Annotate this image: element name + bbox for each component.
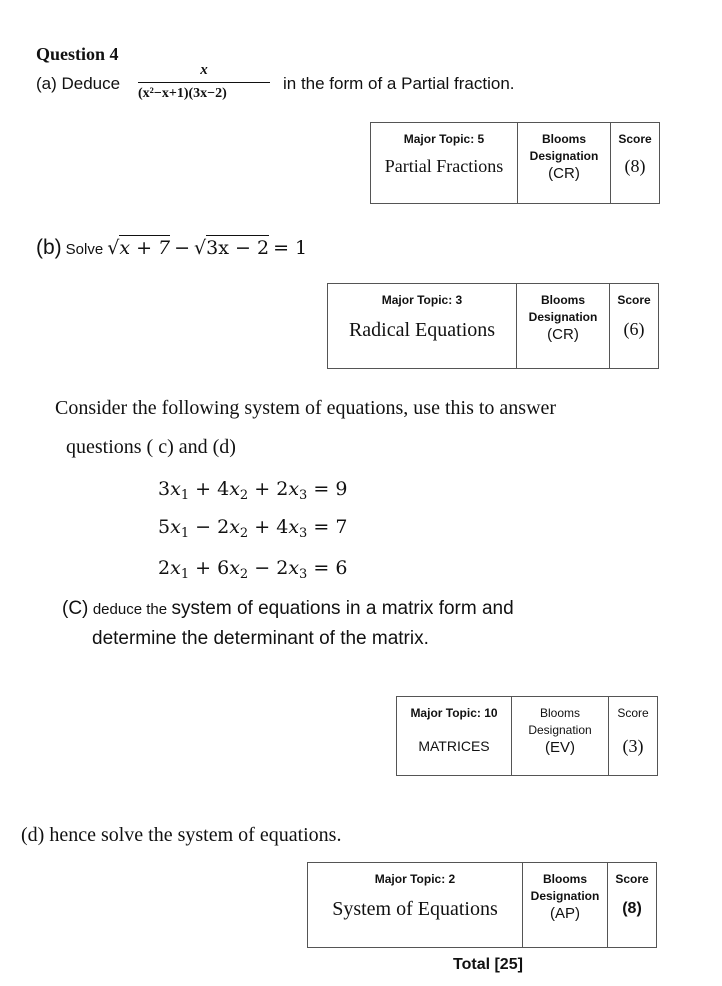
system-intro-line-2: questions ( c) and (d) — [66, 436, 236, 458]
fraction-bar — [138, 82, 270, 83]
topic-value: MATRICES — [418, 738, 490, 754]
part-b-rhs: = 1 — [273, 237, 308, 259]
part-a-fraction — [138, 62, 270, 102]
part-c-rest: system of equations in a matrix form and — [171, 598, 514, 619]
topic-header: Major Topic: 3 — [381, 293, 463, 307]
blooms-value: (AP) — [550, 905, 580, 922]
topic-header: Major Topic: 2 — [374, 872, 456, 886]
part-b-label: (b) — [36, 236, 62, 259]
system-intro-line-1: Consider the following system of equations, use this to answer — [55, 397, 557, 419]
topic-value: Radical Equations — [348, 319, 496, 341]
topic-value: System of Equations — [332, 898, 498, 920]
part-a-topic-table — [370, 122, 660, 204]
topic-value: Partial Fractions — [384, 156, 504, 176]
score-header: Score — [615, 872, 649, 886]
score-header: Score — [617, 293, 651, 307]
radicand-2: 3x − 2 — [206, 237, 270, 259]
fraction-numerator: x — [200, 62, 208, 78]
part-d-topic-table — [307, 862, 657, 948]
part-c-small: deduce the — [92, 601, 168, 618]
score-value: (8) — [622, 900, 642, 917]
score-header: Score — [617, 706, 649, 720]
score-header: Score — [618, 132, 652, 146]
blooms-value: (CR) — [547, 326, 579, 343]
part-c-topic-table — [396, 696, 658, 776]
radicand-1: x + 7 — [119, 237, 171, 259]
fraction-denominator: (x²−x+1)(3x−2) — [138, 86, 227, 101]
topic-header: Major Topic: 10 — [410, 706, 498, 720]
part-b-topic-table — [327, 283, 659, 369]
part-a-label: (a) Deduce — [36, 74, 121, 93]
blooms-value: (EV) — [545, 739, 575, 756]
blooms-header: Blooms Designation — [530, 872, 600, 903]
part-a-suffix: in the form of a Partial fraction. — [283, 74, 515, 93]
blooms-header: Blooms Designation — [529, 132, 599, 163]
score-value: (3) — [622, 736, 644, 756]
minus-sign: − — [174, 237, 191, 259]
part-c-label: (C) — [62, 598, 89, 619]
blooms-header: Blooms Designation — [528, 706, 592, 737]
topic-header: Major Topic: 5 — [403, 132, 485, 146]
equation-3: $2x_1 + 6x_2 - 2x_3 = 6$ — [158, 557, 348, 582]
part-b-line: (b) Solve √x + 7 − √3x − 2 = 1 — [36, 236, 308, 259]
part-c-line-2: determine the determinant of the matrix. — [92, 628, 429, 649]
part-d-text: (d) hence solve the system of equations. — [21, 824, 342, 846]
blooms-header: Blooms Designation — [528, 293, 598, 324]
score-value: (8) — [624, 156, 646, 176]
total-score: Total [25] — [453, 956, 523, 973]
equation-2: $5x_1 - 2x_2 + 4x_3 = 7$ — [158, 516, 348, 541]
part-b-solve: Solve — [65, 241, 104, 258]
part-c-line-1 — [62, 598, 514, 620]
score-value: (6) — [623, 319, 645, 339]
question-title: Question 4 — [36, 44, 119, 64]
equation-1: $3x_1 + 4x_2 + 2x_3 = 9$ — [158, 478, 348, 503]
blooms-value: (CR) — [548, 165, 580, 182]
